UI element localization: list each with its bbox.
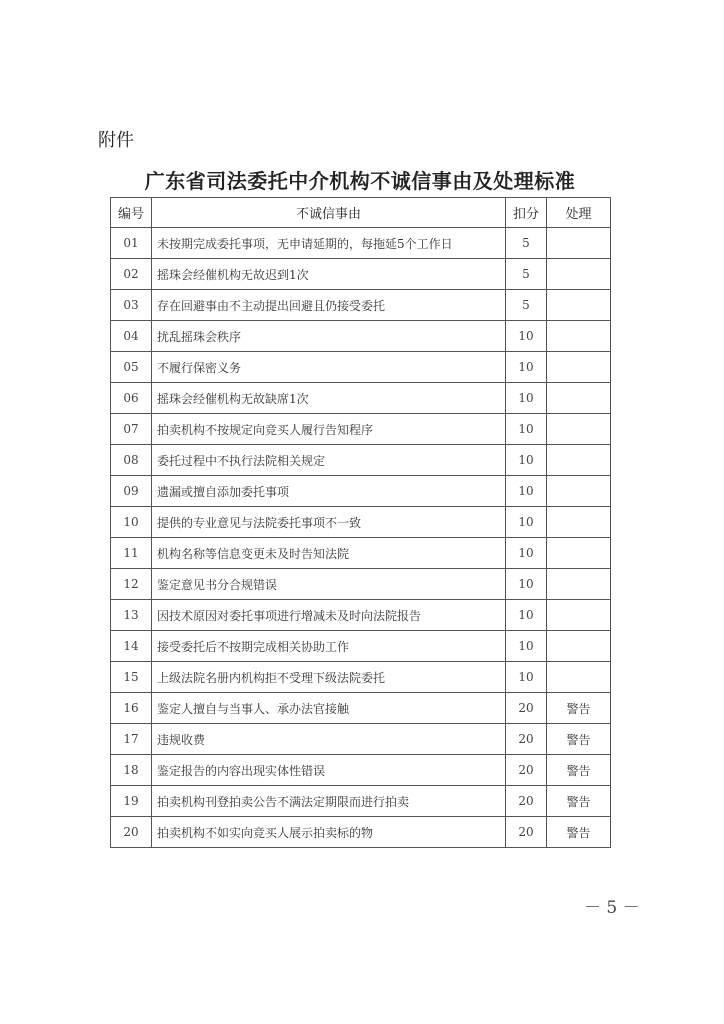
table-row <box>111 290 611 321</box>
table-header-row <box>111 198 611 228</box>
row-description: 未按期完成委托事项，无申请延期的，每拖延5个工作日 <box>152 228 506 259</box>
row-points: 10 <box>506 507 547 538</box>
row-description: 鉴定人擅自与当事人、承办法官接触 <box>152 693 506 724</box>
row-number: 18 <box>111 755 152 786</box>
row-points: 5 <box>506 259 547 290</box>
row-action <box>547 352 611 383</box>
row-action <box>547 383 611 414</box>
row-number: 08 <box>111 445 152 476</box>
row-points: 10 <box>506 321 547 352</box>
row-description: 摇珠会经催机构无故缺席1次 <box>152 383 506 414</box>
row-action <box>547 290 611 321</box>
row-description: 因技术原因对委托事项进行增减未及时向法院报告 <box>152 600 506 631</box>
row-points: 5 <box>506 228 547 259</box>
row-number: 01 <box>111 228 152 259</box>
row-points: 20 <box>506 817 547 848</box>
table-row <box>111 228 611 259</box>
header-desc: 不诚信事由 <box>152 198 506 228</box>
row-action <box>547 631 611 662</box>
table-row <box>111 693 611 724</box>
row-points: 10 <box>506 662 547 693</box>
row-number: 11 <box>111 538 152 569</box>
table-row <box>111 259 611 290</box>
header-action: 处理 <box>547 198 611 228</box>
row-action <box>547 662 611 693</box>
row-points: 20 <box>506 724 547 755</box>
row-description: 机构名称等信息变更未及时告知法院 <box>152 538 506 569</box>
row-action: 警告 <box>547 693 611 724</box>
row-number: 02 <box>111 259 152 290</box>
table-row <box>111 476 611 507</box>
row-points: 20 <box>506 755 547 786</box>
row-description: 上级法院名册内机构拒不受理下级法院委托 <box>152 662 506 693</box>
row-description: 摇珠会经催机构无故迟到1次 <box>152 259 506 290</box>
table-row <box>111 817 611 848</box>
attachment-label: 附件 <box>98 130 134 151</box>
table-row <box>111 507 611 538</box>
row-number: 20 <box>111 817 152 848</box>
header-points: 扣分 <box>506 198 547 228</box>
row-points: 10 <box>506 569 547 600</box>
table-row <box>111 724 611 755</box>
row-action: 警告 <box>547 817 611 848</box>
row-points: 20 <box>506 693 547 724</box>
row-description: 拍卖机构不按规定向竞买人履行告知程序 <box>152 414 506 445</box>
row-action <box>547 228 611 259</box>
row-number: 05 <box>111 352 152 383</box>
row-number: 03 <box>111 290 152 321</box>
row-number: 10 <box>111 507 152 538</box>
row-points: 10 <box>506 538 547 569</box>
row-points: 20 <box>506 786 547 817</box>
row-description: 提供的专业意见与法院委托事项不一致 <box>152 507 506 538</box>
row-number: 19 <box>111 786 152 817</box>
row-action <box>547 476 611 507</box>
table-row <box>111 321 611 352</box>
table-row <box>111 631 611 662</box>
row-action <box>547 600 611 631</box>
table-row <box>111 569 611 600</box>
row-number: 14 <box>111 631 152 662</box>
row-action <box>547 507 611 538</box>
row-number: 17 <box>111 724 152 755</box>
row-number: 16 <box>111 693 152 724</box>
table-row <box>111 445 611 476</box>
row-number: 04 <box>111 321 152 352</box>
row-description: 违规收费 <box>152 724 506 755</box>
row-description: 遗漏或擅自添加委托事项 <box>152 476 506 507</box>
row-action <box>547 414 611 445</box>
row-number: 07 <box>111 414 152 445</box>
row-description: 不履行保密义务 <box>152 352 506 383</box>
row-action: 警告 <box>547 755 611 786</box>
table-row <box>111 538 611 569</box>
row-action <box>547 569 611 600</box>
table-row <box>111 755 611 786</box>
table-row <box>111 600 611 631</box>
row-points: 10 <box>506 383 547 414</box>
row-description: 拍卖机构刊登拍卖公告不满法定期限而进行拍卖 <box>152 786 506 817</box>
row-points: 10 <box>506 476 547 507</box>
row-number: 15 <box>111 662 152 693</box>
standards-table <box>110 197 611 848</box>
row-action <box>547 538 611 569</box>
row-number: 09 <box>111 476 152 507</box>
row-points: 10 <box>506 352 547 383</box>
row-number: 13 <box>111 600 152 631</box>
row-action <box>547 259 611 290</box>
row-description: 拍卖机构不如实向竞买人展示拍卖标的物 <box>152 817 506 848</box>
table-row <box>111 786 611 817</box>
page-number: － 5 － <box>584 898 640 918</box>
row-action: 警告 <box>547 724 611 755</box>
row-description: 存在回避事由不主动提出回避且仍接受委托 <box>152 290 506 321</box>
row-action: 警告 <box>547 786 611 817</box>
row-points: 10 <box>506 631 547 662</box>
row-action <box>547 321 611 352</box>
table-row <box>111 352 611 383</box>
row-description: 鉴定意见书分合规错误 <box>152 569 506 600</box>
row-points: 10 <box>506 600 547 631</box>
document-title: 广东省司法委托中介机构不诚信事由及处理标准 <box>144 169 576 193</box>
table-row <box>111 414 611 445</box>
row-points: 5 <box>506 290 547 321</box>
row-description: 扰乱摇珠会秩序 <box>152 321 506 352</box>
row-description: 接受委托后不按期完成相关协助工作 <box>152 631 506 662</box>
header-no: 编号 <box>111 198 152 228</box>
table-row <box>111 662 611 693</box>
row-number: 06 <box>111 383 152 414</box>
row-points: 10 <box>506 414 547 445</box>
table-row <box>111 383 611 414</box>
row-description: 委托过程中不执行法院相关规定 <box>152 445 506 476</box>
row-number: 12 <box>111 569 152 600</box>
row-points: 10 <box>506 445 547 476</box>
row-action <box>547 445 611 476</box>
row-description: 鉴定报告的内容出现实体性错误 <box>152 755 506 786</box>
